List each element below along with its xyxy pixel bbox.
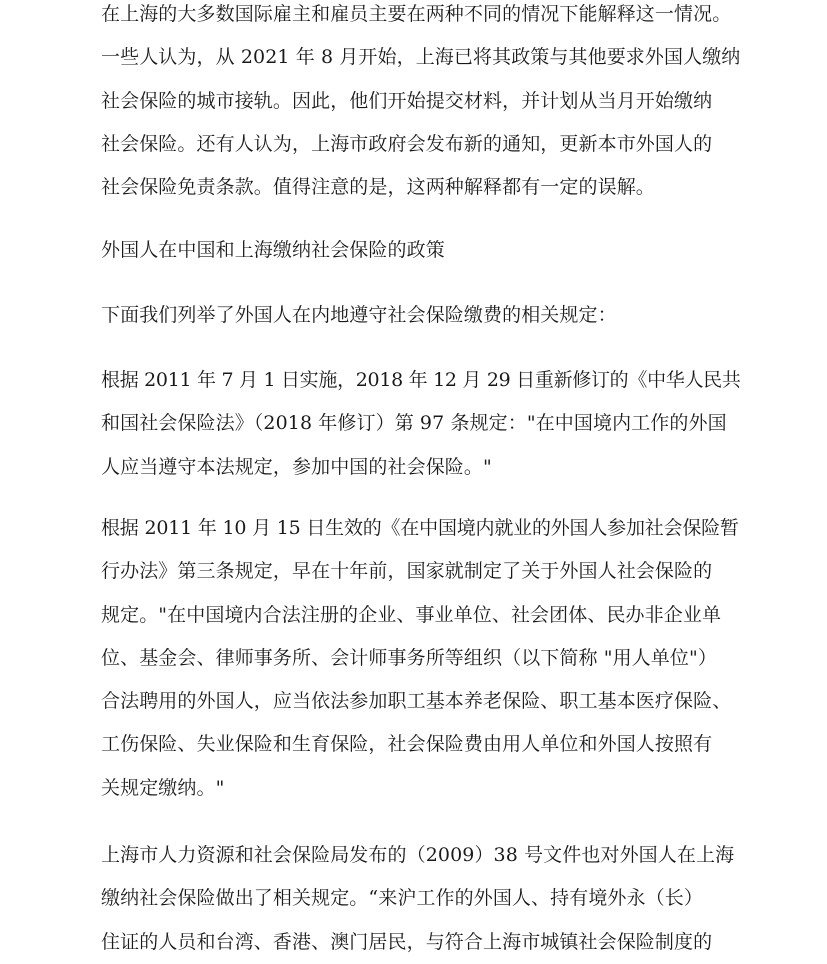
text-line: 社会保险。还有人认为，上海市政府会发布新的通知，更新本市外国人的 bbox=[101, 132, 713, 155]
text-line: 人应当遵守本法规定，参加中国的社会保险。" bbox=[101, 455, 492, 478]
heading-text: 外国人在中国和上海缴纳社会保险的政策 bbox=[101, 239, 445, 261]
text-line: 社会保险的城市接轨。因此，他们开始提交材料，并计划从当月开始缴纳 bbox=[101, 89, 713, 112]
paragraph-intro bbox=[101, 0, 741, 209]
paragraph-lead bbox=[101, 294, 741, 337]
section-heading bbox=[101, 229, 741, 272]
paragraph-interim-measures bbox=[101, 507, 741, 810]
text-line: 住证的人员和台湾、香港、澳门居民，与符合上海市城镇社会保险制度的 bbox=[101, 930, 713, 953]
text-line: 在上海的大多数国际雇主和雇员主要在两种不同的情况下能解释这一情况。 bbox=[101, 3, 732, 25]
text-line: 社会保险免责条款。值得注意的是，这两种解释都有一定的误解。 bbox=[101, 176, 655, 199]
text-line: 合法聘用的外国人，应当依法参加职工基本养老保险、职工基本医疗保险、 bbox=[101, 690, 732, 713]
text-line: 根据 2011 年 10 月 15 日生效的《在中国境内就业的外国人参加社会保险暂 bbox=[101, 517, 739, 539]
text-line: 位、基金会、律师事务所、会计师事务所等组织（以下简称 "用人单位"） bbox=[101, 646, 717, 669]
text-line: 缴纳社会保险做出了相关规定。“来沪工作的外国人、持有境外永（长） bbox=[101, 887, 703, 910]
paragraph-social-insurance-law bbox=[101, 359, 741, 489]
text-line: 行办法》第三条规定，早在十年前，国家就制定了关于外国人社会保险的 bbox=[101, 560, 713, 583]
text-line: 规定。"在中国境内合法注册的企业、事业单位、社会团体、民办非企业单 bbox=[101, 603, 722, 626]
text-line: 根据 2011 年 7 月 1 日实施，2018 年 12 月 29 日重新修订的《中华人民共 bbox=[101, 369, 741, 391]
text-line: 上海市人力资源和社会保险局发布的（2009）38 号文件也对外国人在上海 bbox=[101, 844, 735, 866]
text-line: 关规定缴纳。" bbox=[101, 776, 225, 799]
text-line: 一些人认为，从 2021 年 8 月开始，上海已将其政策与其他要求外国人缴纳 bbox=[101, 46, 741, 69]
text-line: 下面我们列举了外国人在内地遵守社会保险缴费的相关规定： bbox=[101, 304, 617, 326]
paragraph-shanghai-document bbox=[101, 834, 741, 964]
text-line: 和国社会保险法》（2018 年修订）第 97 条规定："在中国境内工作的外国 bbox=[101, 412, 727, 435]
text-line: 工伤保险、失业保险和生育保险，社会保险费由用人单位和外国人按照有 bbox=[101, 733, 713, 756]
